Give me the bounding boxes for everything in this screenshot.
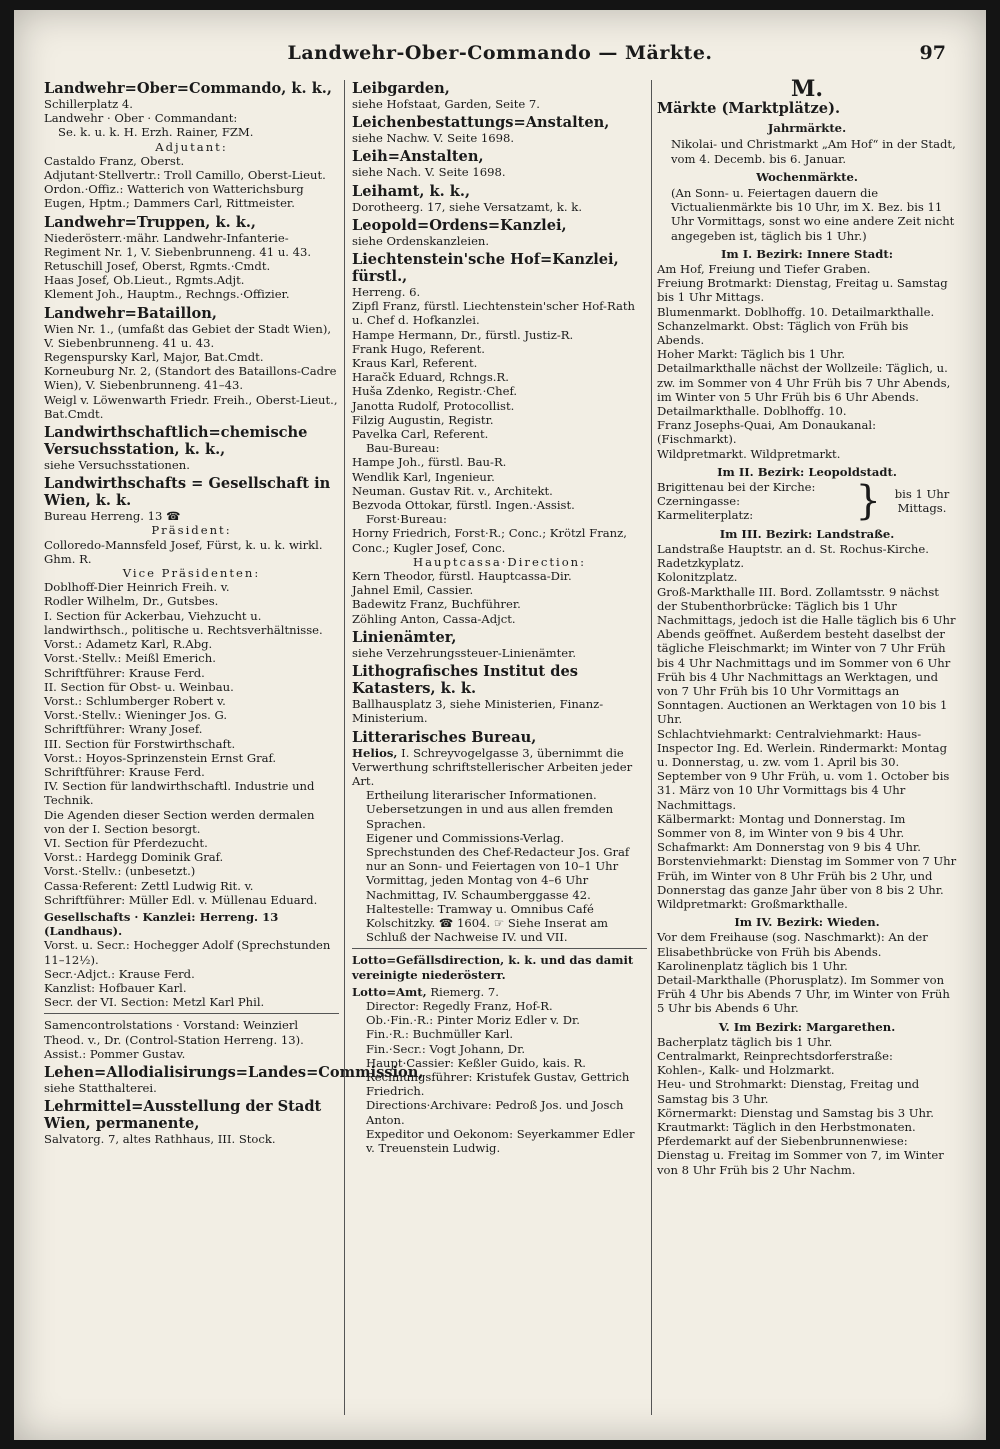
- directory-entry: [44, 214, 339, 302]
- market-entry: Schanzelmarkt. Obst: Täglich von Früh bis Abends.: [657, 318, 909, 348]
- entry-heading: Märkte (Marktplätze).: [657, 100, 841, 118]
- entry-line: Sprechstunden des Chef-Redacteur Jos. Graf nur an Sonn- und Feiertagen von 10–1 Uhr Vormittag, jeden Montag von 4–6 Uhr Nachmittag, IV. Schaumberggasse 42. Haltestelle: Tramway u. Omnibus Café Kolschitzky. ☎ 1604. ☞ Siehe Inserat am Schluß der Nachweise IV. und VII.: [366, 844, 630, 945]
- directory-entry: [44, 1063, 424, 1095]
- entry-heading: Leihamt, k. k.,: [352, 182, 471, 200]
- market-entry: Bacherplatz täglich bis 1 Uhr.: [657, 1034, 833, 1049]
- entry-line: Filzig Augustin, Registr.: [352, 412, 494, 427]
- entry-heading: Liechtenstein'sche Hof=Kanzlei, fürstl.,: [352, 251, 619, 286]
- entry-line: Frank Hugo, Referent.: [352, 341, 485, 356]
- entry-heading: Lehrmittel=Ausstellung der Stadt Wien, permanente,: [44, 1098, 322, 1133]
- directory-entry: [44, 305, 339, 421]
- entry-line: Vorst. u. Secr.: Hochegger Adolf (Sprechstunden 11–12½).: [44, 938, 331, 967]
- directory-entry: [352, 985, 647, 1155]
- entry-heading: Landwirthschaftlich=chemische Versuchsstation, k. k.,: [44, 424, 308, 459]
- directory-entry: [44, 1013, 339, 1061]
- entry-line: Nikolai- und Christmarkt „Am Hof“ in der Stadt, vom 4. Decemb. bis 6. Januar.: [671, 137, 956, 166]
- directory-page: [14, 10, 986, 1440]
- entry-line: Castaldo Franz, Oberst.: [44, 153, 185, 168]
- entry-line: Bau-Bureau:: [366, 441, 440, 456]
- directory-entry: [352, 80, 647, 111]
- entry-line: Rechnungsführer: Kristufek Gustav, Gettrich Friedrich.: [366, 1069, 630, 1099]
- market-entry: Hoher Markt: Täglich bis 1 Uhr.: [657, 347, 846, 362]
- entry-lead: Helios,: [352, 745, 398, 760]
- entry-line: Assist.: Pommer Gustav.: [44, 1046, 186, 1061]
- entry-line: Janotta Rudolf, Protocollist.: [352, 398, 515, 413]
- market-entry: Karmeliterplatz:: [657, 508, 754, 523]
- entry-line: Wien Nr. 1., (umfaßt das Gebiet der Stadt Wien), V. Siebenbrunneng. 41 u. 43.: [44, 321, 332, 350]
- entry-line: Fin.·R.: Buchmüller Karl.: [366, 1027, 514, 1042]
- market-entry: Vor dem Freihause (sog. Naschmarkt): An der Elisabethbrücke von Früh bis Abends.: [657, 930, 928, 959]
- market-entry: Kolonitzplatz.: [657, 570, 738, 585]
- market-entry: Wildpretmarkt: Großmarkthalle.: [657, 896, 848, 911]
- entry-line: Directions·Archivare: Pedroß Jos. und Josch Anton.: [366, 1098, 624, 1127]
- entry-heading: Lehen=Allodialisirungs=Landes=Commission,: [44, 1063, 424, 1081]
- divider: [44, 1013, 339, 1014]
- entry-line: Schriftführer: Krause Ferd.: [44, 665, 205, 680]
- entry-line: Fin.·Secr.: Vogt Johann, Dr.: [366, 1041, 526, 1056]
- entry-line: Haas Josef, Ob.Lieut., Rgmts.Adjt.: [44, 273, 245, 288]
- market-entry: Schlachtviehmarkt: Centralviehmarkt: Haus-Inspector Ing. Ed. Werlein. Rindermarkt: Montag u. Donnerstag, u. zw. vom 1. April bis 30. September von 9 Uhr Früh, u. vom 1. October bis 31. März von 10 Uhr Vormittags bis 4 Uhr Nachmittags.: [657, 726, 950, 812]
- entry-line: Uebersetzungen in und aus allen fremden Sprachen.: [366, 802, 614, 831]
- column-rule: [651, 80, 652, 1415]
- entry-line: Kraus Karl, Referent.: [352, 356, 478, 371]
- entry-line: Ob.·Fin.·R.: Pinter Moriz Edler v. Dr.: [366, 1013, 580, 1028]
- market-entry: Blumenmarkt. Doblhoffg. 10. Detailmarkthalle.: [657, 304, 935, 319]
- market-entry: Borstenviehmarkt: Dienstag im Sommer von 7 Uhr Früh, im Winter von 8 Uhr Früh bis 2 Uhr, und Donnerstag das ganze Jahr über von 8 bis 2 Uhr.: [657, 854, 957, 897]
- entry-heading: Landwirthschafts = Gesellschaft in Wien, k. k.: [44, 475, 331, 510]
- entry-line: Vice Präsidenten:: [122, 566, 261, 581]
- entry-line: siehe Nach. V. Seite 1698.: [352, 165, 506, 180]
- entry-line: Badewitz Franz, Buchführer.: [352, 597, 521, 612]
- market-list: [657, 480, 850, 523]
- market-entry: Kälbermarkt: Montag und Donnerstag. Im Sommer von 8, im Winter von 9 bis 4 Uhr.: [657, 811, 906, 840]
- entry-line: Retuschill Josef, Oberst, Rgmts.·Cmdt.: [44, 259, 271, 274]
- entry-line: Cassa·Referent: Zettl Ludwig Rit. v.: [44, 878, 254, 893]
- entry-line: Vorst.·Stellv.: (unbesetzt.): [44, 864, 196, 879]
- entry-line: siehe Versuchsstationen.: [44, 458, 190, 473]
- entry-line: Hampe Hermann, Dr., fürstl. Justiz-R.: [352, 327, 574, 342]
- divider: [352, 948, 647, 949]
- entry-heading: Leih=Anstalten,: [352, 148, 484, 166]
- district-brace-group: [657, 480, 957, 523]
- market-entry: Detailmarkthalle. Doblhoffg. 10.: [657, 404, 847, 419]
- subheading: Jahrmärkte.: [767, 121, 847, 136]
- entry-line: I. Section für Ackerbau, Viehzucht u. landwirthsch., politische u. Rechtsverhältnisse.: [44, 608, 323, 637]
- entry-line: Jahnel Emil, Cassier.: [352, 583, 474, 598]
- entry-line: Wendlik Karl, Ingenieur.: [352, 469, 495, 484]
- entry-line: Bureau Herreng. 13 ☎: [44, 509, 181, 524]
- entry-line: Schriftführer: Krause Ferd.: [44, 764, 205, 779]
- entry-line: Weigl v. Löwenwarth Friedr. Freih., Oberst-Lieut., Bat.Cmdt.: [44, 392, 338, 421]
- page-header: [14, 42, 986, 72]
- directory-entry: [44, 475, 339, 907]
- market-entry: Landstraße Hauptstr. an d. St. Rochus-Kirche.: [657, 541, 929, 556]
- directory-entry: [352, 251, 647, 626]
- entry-line: II. Section für Obst- u. Weinbau.: [44, 679, 234, 694]
- market-entry: Krautmarkt: Täglich in den Herbstmonaten.: [657, 1120, 916, 1135]
- market-entry: Detail-Markthalle (Phorusplatz). Im Sommer von Früh 4 Uhr bis Abends 7 Uhr, im Winter von Früh 5 Uhr bis Abends 6 Uhr.: [657, 972, 950, 1016]
- market-entry: Groß-Markthalle III. Bord. Zollamtsstr. 9 nächst der Stubenthorbrücke: Täglich bis 1 Uhr Nachmittags, jedoch ist die Halle täglich bis 6 Uhr Abends geöffnet. Außerdem besteht daselbst der tägliche Fleischmarkt; im Winter von 7 Uhr Früh bis 4 Uhr Nachmittags und im Sommer von 6 Uhr Früh bis 4 Uhr Nachmittags an Werktagen, und von 7 Uhr Früh bis 10 Uhr Vormittags an Sonntagen. Auctionen an Werktagen von 10 bis 1 Uhr.: [657, 584, 956, 727]
- entry-line: IV. Section für landwirthschaftl. Industrie und Technik.: [44, 779, 315, 808]
- directory-entry: [44, 1098, 339, 1146]
- market-entry: Wildpretmarkt. Wildpretmarkt.: [657, 446, 841, 461]
- entry-line: Klement Joh., Hauptm., Rechngs.·Offizier.: [44, 287, 290, 302]
- entry-line: Vorst.: Schlumberger Robert v.: [44, 693, 226, 708]
- district-list: [657, 262, 957, 461]
- section-letter: M.: [790, 76, 823, 102]
- entry-line: Vorst.: Adametz Karl, R.Abg.: [44, 637, 213, 652]
- entry-line: Bezvoda Ottokar, fürstl. Ingen.·Assist.: [352, 498, 575, 513]
- entry-heading: Landwehr=Ober=Commando, k. k.,: [44, 80, 332, 97]
- entry-line: Vorst.: Hoyos-Sprinzenstein Ernst Graf.: [44, 750, 277, 765]
- entry-line: Rodler Wilhelm, Dr., Gutsbes.: [44, 594, 219, 609]
- entry-line: Schriftführer: Müller Edl. v. Müllenau Eduard.: [44, 892, 318, 907]
- entry-line: Doblhoff-Dier Heinrich Freih. v.: [44, 580, 230, 595]
- directory-entry: [352, 729, 647, 945]
- entry-line: Zipfl Franz, fürstl. Liechtenstein'scher Hof-Rath u. Chef d. Hofkanzlei.: [352, 299, 635, 328]
- entry-line: Colloredo-Mannsfeld Josef, Fürst, k. u. k. wirkl. Ghm. R.: [44, 537, 323, 566]
- entry-heading: Landwehr=Bataillon,: [44, 304, 217, 322]
- entry-line: Huša Zdenko, Registr.·Chef.: [352, 384, 518, 399]
- entry-line: Director: Regedly Franz, Hof-R.: [366, 998, 553, 1013]
- directory-entry: [352, 629, 647, 660]
- entry-line: III. Section für Forstwirthschaft.: [44, 736, 236, 751]
- entry-line: Kern Theodor, fürstl. Hauptcassa-Dir.: [352, 569, 572, 584]
- column-middle: [352, 80, 647, 1158]
- entry-line: Adjutant·Stellvertr.: Troll Camillo, Oberst-Lieut.: [44, 168, 326, 183]
- entry-line: Landwehr · Ober · Commandant:: [44, 111, 238, 126]
- entry-line: Schriftführer: Wrany Josef.: [44, 722, 203, 737]
- entry-line: Gesellschafts · Kanzlei: Herreng. 13 (Landhaus).: [44, 909, 279, 939]
- entry-heading: Leopold=Ordens=Kanzlei,: [352, 216, 567, 234]
- entry-line: Die Agenden dieser Section werden dermalen von der I. Section besorgt.: [44, 807, 315, 836]
- entry-line: Vorst.·Stellv.: Meißl Emerich.: [44, 651, 216, 666]
- brace-icon: }: [855, 478, 881, 525]
- entry-line: Se. k. u. k. H. Erzh. Rainer, FZM.: [58, 125, 254, 140]
- column-rule: [344, 80, 345, 1415]
- entry-heading: Leichenbestattungs=Anstalten,: [352, 114, 610, 132]
- entry-line: Haupt·Cassier: Keßler Guido, kais. R.: [366, 1055, 586, 1070]
- running-head: Landwehr-Ober-Commando — Märkte.: [287, 42, 713, 64]
- district-heading: Im I. Bezirk: Innere Stadt:: [720, 246, 893, 261]
- entry-line: Korneuburg Nr. 2, (Standort des Bataillons-Cadre Wien), V. Siebenbrunneng. 41–43.: [44, 364, 337, 393]
- entry-line: Secr.·Adjct.: Krause Ferd.: [44, 966, 195, 981]
- entry-line: Lotto=Gefällsdirection, k. k. und das damit vereinigte niederösterr.: [352, 953, 634, 982]
- entry-line: Forst·Bureau:: [366, 512, 447, 527]
- entry-line: Dorotheerg. 17, siehe Versatzamt, k. k.: [352, 199, 583, 214]
- market-entry: Am Hof, Freiung und Tiefer Graben.: [657, 262, 871, 277]
- directory-entry: [44, 424, 339, 472]
- entry-line: Expeditor und Oekonom: Seyerkammer Edler v. Treuenstein Ludwig.: [366, 1126, 635, 1155]
- entry-line: Herreng. 6.: [352, 285, 421, 300]
- entry-line: Regenspursky Karl, Major, Bat.Cmdt.: [44, 350, 264, 365]
- entry-line: Salvatorg. 7, altes Rathhaus, III. Stock.: [44, 1132, 276, 1147]
- market-entry: Czerningasse:: [657, 494, 741, 509]
- entry-line: Ertheilung literarischer Informationen.: [366, 788, 597, 803]
- directory-entry: [352, 148, 647, 179]
- entry-line: Präsident:: [151, 523, 232, 538]
- entry-line: Samencontrolstations · Vorstand: Weinzierl Theod. v., Dr. (Control-Station Herreng. 13).: [44, 1018, 304, 1047]
- directory-entry: [352, 217, 647, 248]
- entry-line: Ordon.·Offiz.: Watterich von Watterichsburg Eugen, Hptm.; Dammers Carl, Rittmeister.: [44, 182, 304, 211]
- market-entry: Brigittenau bei der Kirche:: [657, 480, 816, 495]
- entry-line: Vorst.·Stellv.: Wieninger Jos. G.: [44, 708, 228, 723]
- market-entry: Radetzkyplatz.: [657, 556, 745, 571]
- entry-line: Horny Friedrich, Forst·R.; Conc.; Krötzl Franz, Conc.; Kugler Josef, Conc.: [352, 526, 627, 555]
- district-heading: Im III. Bezirk: Landstraße.: [719, 526, 895, 541]
- entry-line: Niederösterr.·mähr. Landwehr-Infanterie-Regiment Nr. 1, V. Siebenbrunneng. 41 u. 43.: [44, 230, 312, 259]
- page-number: 97: [919, 42, 946, 64]
- entry-line: Neuman. Gustav Rit. v., Architekt.: [352, 483, 553, 498]
- entry-line: siehe Verzehrungssteuer-Linienämter.: [352, 645, 577, 660]
- directory-entry: [44, 910, 339, 1009]
- entry-heading: Linienämter,: [352, 628, 457, 646]
- entry-line: (An Sonn- u. Feiertagen dauern die Victualienmärkte bis 10 Uhr, im X. Bez. bis 11 Uhr Vormittags, sonst wo eine andere Zeit nicht angegeben ist, täglich bis 1 Uhr.): [671, 186, 955, 243]
- directory-entry: [352, 663, 647, 725]
- entry-line: Adjutant:: [155, 139, 228, 154]
- directory-entry: [352, 114, 647, 145]
- entry-lead: Lotto=Amt,: [352, 984, 427, 999]
- entry-line: siehe Nachw. V. Seite 1698.: [352, 131, 515, 146]
- market-entry: Franz Josephs-Quai, Am Donaukanal: (Fischmarkt).: [657, 418, 877, 447]
- entry-heading: Landwehr=Truppen, k. k.,: [44, 213, 257, 231]
- entry-line: Secr. der VI. Section: Metzl Karl Phil.: [44, 995, 265, 1010]
- market-entry: Heu- und Strohmarkt: Dienstag, Freitag und Samstag bis 3 Uhr.: [657, 1077, 920, 1106]
- district-heading: V. Im Bezirk: Margarethen.: [718, 1019, 896, 1034]
- district-heading: Im II. Bezirk: Leopoldstadt.: [717, 464, 897, 479]
- directory-entry: [352, 183, 647, 214]
- district-list: [657, 1035, 957, 1177]
- entry-line: Pavelka Carl, Referent.: [352, 427, 489, 442]
- subheading: Wochenmärkte.: [756, 169, 858, 184]
- market-entry: Freiung Brotmarkt: Dienstag, Freitag u. Samstag bis 1 Uhr Mittags.: [657, 276, 948, 305]
- market-entry: Körnermarkt: Dienstag und Samstag bis 3 Uhr.: [657, 1105, 934, 1120]
- district-heading: Im IV. Bezirk: Wieden.: [734, 915, 880, 930]
- entry-line: Lotto=Amt, Riemerg. 7.: [352, 984, 499, 999]
- directory-entry: [44, 80, 339, 211]
- entry-line: siehe Statthalterei.: [44, 1080, 157, 1095]
- entry-line: Ballhausplatz 3, siehe Ministerien, Finanz-Ministerium.: [352, 697, 604, 726]
- directory-entry: [352, 948, 647, 981]
- district-list: [657, 542, 957, 911]
- entry-heading: Lithografisches Institut des Katasters, k. k.: [352, 663, 578, 698]
- market-entry: Schafmarkt: Am Donnerstag von 9 bis 4 Uhr.: [657, 840, 921, 855]
- column-right: [657, 76, 957, 1177]
- entry-line: Vorst.: Hardegg Dominik Graf.: [44, 850, 224, 865]
- entry-line: Helios, I. Schreyvogelgasse 3, übernimmt die Verwerthung schriftstellerischer Arbeiten jeder Art.: [352, 745, 633, 788]
- entry-line: siehe Ordenskanzleien.: [352, 233, 490, 248]
- market-entry: Centralmarkt, Reinprechtsdorferstraße:: [657, 1049, 893, 1063]
- district-list: [657, 930, 957, 1015]
- entry-line: VI. Section für Pferdezucht.: [44, 835, 208, 850]
- market-entry: Kohlen-, Kalk- und Holzmarkt.: [657, 1063, 835, 1078]
- entry-line: Schillerplatz 4.: [44, 97, 133, 111]
- entry-heading: Litterarisches Bureau,: [352, 728, 537, 746]
- market-entry: Pferdemarkt auf der Siebenbrunnenwiese: Dienstag u. Freitag im Sommer von 7, im Winter von 8 Uhr Früh bis 2 Uhr Nachm.: [657, 1134, 944, 1177]
- market-hours: bis 1 Uhr Mittags.: [894, 487, 950, 516]
- entry-line: Eigener und Commissions-Verlag.: [366, 830, 565, 845]
- market-entry: Detailmarkthalle nächst der Wollzeile: Täglich, u. zw. im Sommer von 4 Uhr Früh bis 7 Uhr Abends, im Winter von 5 Uhr Früh bis 6 Uhr Abends.: [657, 361, 951, 404]
- entry-heading: Leibgarden,: [352, 80, 450, 97]
- entry-line: Kanzlist: Hofbauer Karl.: [44, 980, 187, 995]
- entry-line: siehe Hofstaat, Garden, Seite 7.: [352, 97, 540, 111]
- entry-line: Hampe Joh., fürstl. Bau-R.: [352, 455, 507, 470]
- entry-line: Haračk Eduard, Rchngs.R.: [352, 370, 509, 385]
- market-entry: Karolinenplatz täglich bis 1 Uhr.: [657, 958, 848, 973]
- entry-line: Zöhling Anton, Cassa-Adjct.: [352, 611, 516, 626]
- entry-line: Hauptcassa·Direction:: [412, 554, 587, 569]
